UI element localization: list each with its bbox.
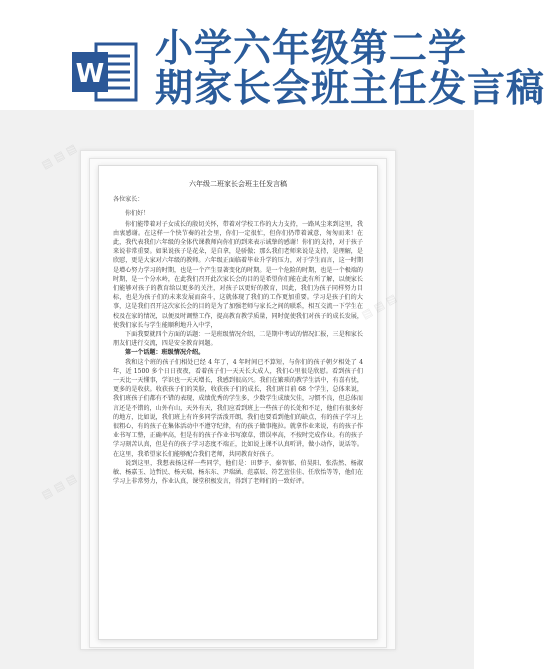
watermark: ▧ ▧ ▧ [359, 291, 399, 322]
banner-title-line1: 小学六年级第二学 [155, 26, 468, 70]
banner-title-line2: 期家长会班主任发言稿 [155, 66, 545, 110]
section-heading: 第一个话题：班级情况介绍。 [125, 349, 205, 357]
banner [0, 0, 545, 110]
document-page [98, 165, 378, 640]
watermark: ▧ ▧ ▧ [39, 471, 79, 502]
svg-text:W: W [75, 59, 105, 89]
paragraph: 下面我要就四个方面的话题：一是班级情况介绍，二是期中考试的情况汇报，三是和家长朋友们进行交流，四是安全教育问题。 [113, 331, 363, 348]
watermark: ▧ ▧ ▧ [39, 141, 79, 172]
hello: 你们好！ [125, 210, 150, 218]
document-title: 六年级二班家长会班主任发言稿 [189, 180, 287, 188]
paragraph: 你们能带着对子女成长的殷切关怀，带着对学校工作的大力支持，一路风尘来到这里，我由衷感谢。在这样一个快节奏的社会里，你们一定很忙，但你们仍带着诚意，匆匆而来！在此，我代表我们六年级的全体代课教师向你们的到来表示诚挚的感谢！你们的支持，对于孩子来说非常重要。如果说孩子是花朵，是自拿，是骄傲；那么我们老师来说是支持，是理解，是欣慰，更是大家对六年级的教师。六年级正面临着毕业升学的压力，对于学生而言，这一时期是增心努力学习的时期，也是一个产生显著变化的时期。是一个危险的时期，也是一个极端的时期，是一个分水岭，在此我们召开此次家长会的目的是希望你们能在此有所了解，以便家长们能够对孩子的教育给以更多的关注，对孩子以更好的教育，因此，我们为孩子同样努力目标，也是为孩子们的未来发展而奋斗，这就体现了我们的工作更加重要。学习是孩子们的大事，这是我们召开这次家长会的目的是为了加强老师与家长之间的联系，相互交流一下学生在校及在家的情况，以便及时调整工作，提高教育教学质量，同时促使我们对孩子的成长发展，使我们家长与学生能顺利地升入中学， [113, 220, 363, 329]
word-document-icon [70, 40, 140, 104]
greeting: 各位家长： [113, 196, 144, 204]
paragraph: 我和这个班的孩子们相处已经 4 年了，4 年时间已不算短，与你们的孩子朝夕相处了 4 年，近 1500 多个日日夜夜，看着孩子们一天天长大成人，我们心里很是欣慰。看到孩子们一天比一天懂事，学识也一天天增长，我感到很高兴。我们在繁琐的教学生活中，有喜有忧，更多的是收获。收获孩子们的笑脸，收获孩子们的成长，我们班目前 68 个学生，总体来说，我们班孩子们都有不错的表现，成绩优秀的学生多，少数学生成绩欠佳，习惯不良，但总体而言还是不错的，山外有山，天外有天，我们应看到班上一些孩子的长处和不足，他们有很多好的地方，比如说，我们班上有许多同学活泼开朗，我们也要看到他们的缺点，有的孩子学习上很粗心，有的孩子在集体活动中不遵守纪律，有的孩子做事拖拉。就拿作业来说，有的孩子作业书写工整，正确率高，但是有的孩子作业书写潦草，错误率高，不按时完成作业。有的孩子学习刻苦认真，但是有的孩子学习态度不端正，比如说上课不认真听讲，做小动作，说话等。在这里，我希望家长们能够配合我们老师，共同教育好孩子。 [113, 358, 363, 458]
paragraph: 说到这里，我想表扬这样一些同学，他们是：田梦予、秦智郁、伯昊阳、张浩然、杨淑敏、杨嘉玉、边哲民、杨天瑞、杨东东、尹瑞涵、范嘉辰、符艺萱佳佳、任欣怡等等，他们在学习上非常努力，作业认真，课堂积极发言，得到了老师们的一致好评。 [113, 459, 363, 486]
banner-title [155, 28, 545, 108]
